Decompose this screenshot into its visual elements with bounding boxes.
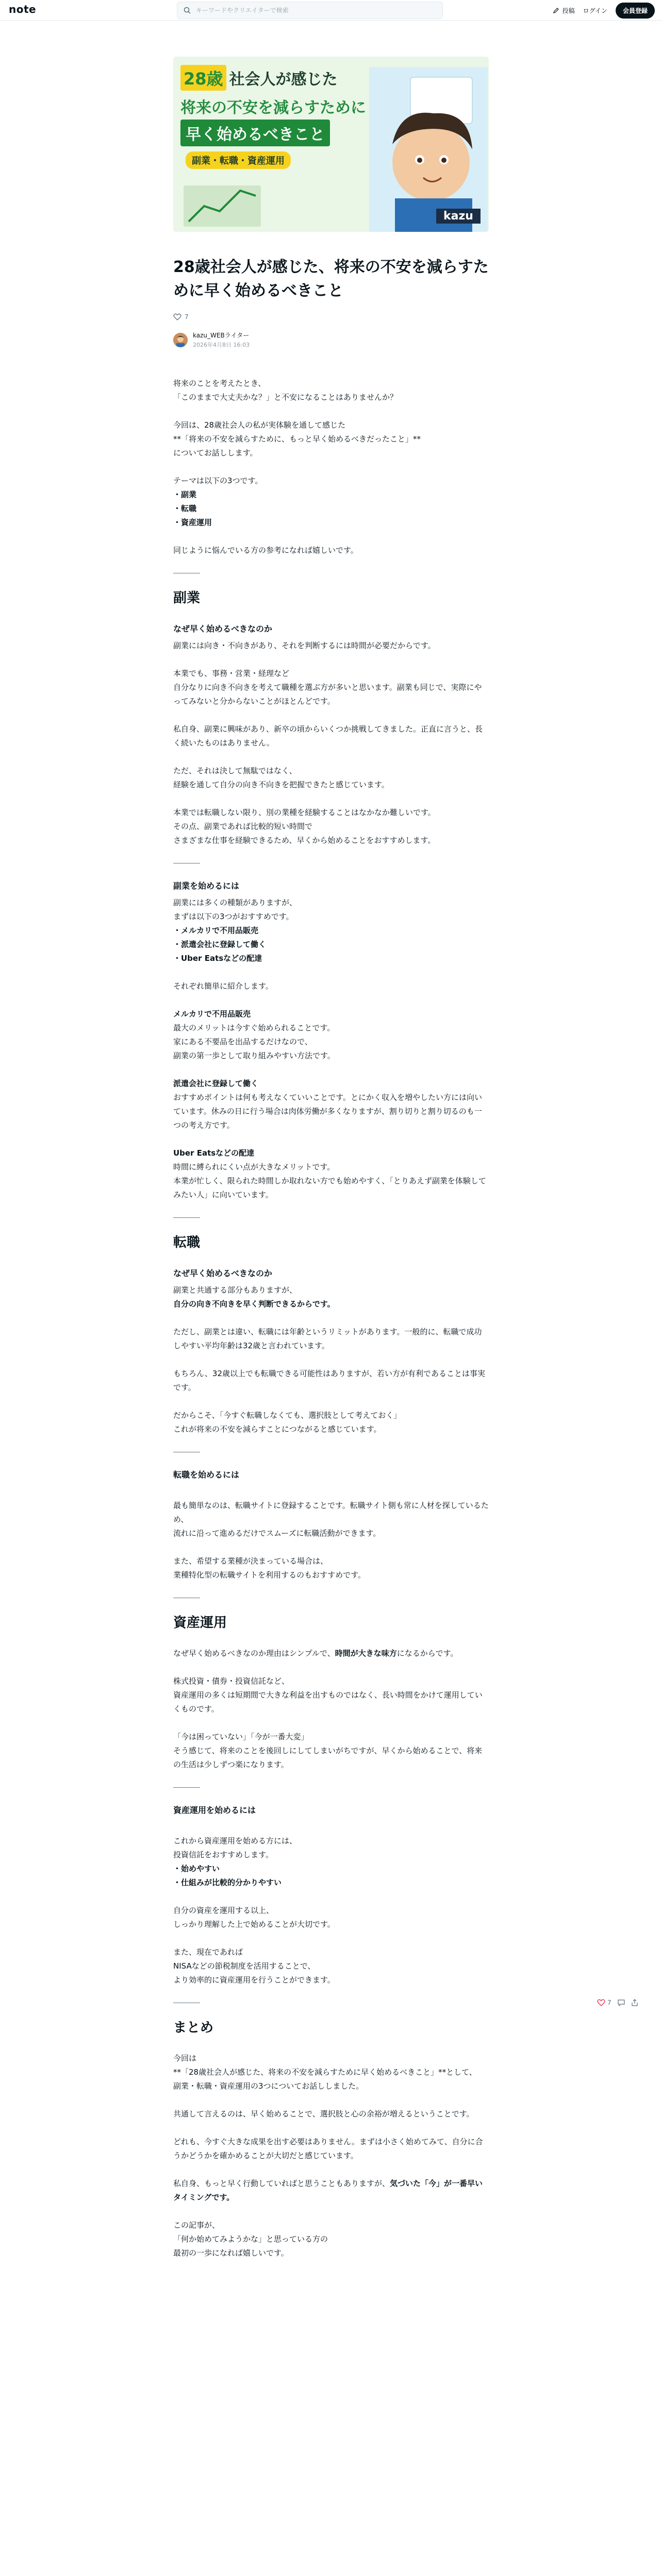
hero-line4: 副業・転職・資産運用: [186, 151, 291, 169]
pen-icon: [553, 7, 559, 14]
post-label: 投稿: [562, 7, 575, 14]
bold-text: 時間が大きな味方: [335, 1649, 397, 1658]
paragraph: 最大のメリットは今すぐ始められることです。: [173, 1023, 335, 1032]
paragraph: **「28歳社会人が感じた、将来の不安を減らすために早く始めるべきこと」**として、: [173, 2067, 477, 2077]
top-bar: [0, 0, 662, 21]
paragraph: 今回は: [173, 2054, 197, 2063]
list-item-text: ・副業: [173, 490, 197, 499]
paragraph: 将来のことを考えたとき、: [173, 379, 266, 388]
paragraph: 家にある不要品を出品するだけなので、: [173, 1037, 312, 1046]
paragraph: 時間に縛られにくい点が大きなメリットです。: [173, 1162, 335, 1172]
paragraph: おすすめポイントは何も考えなくていいことです。とにかく収入を増やしたい方には向いています。休みの日に行う場合は肉体労働が多くなりますが、割り切りと割り切るのも一つの考え方です。: [173, 1093, 482, 1130]
search-icon: [184, 7, 191, 14]
list-item: [173, 488, 489, 502]
like-area-top: [173, 313, 489, 320]
list-item: [173, 952, 489, 965]
paragraph: より効率的に資産運用を行うことができます。: [173, 1975, 335, 1985]
article-body: [173, 377, 489, 2260]
paragraph: 最初の一歩になれば嬉しいです。: [173, 2248, 289, 2258]
paragraph: 本業でも、事務・営業・経理など: [173, 669, 290, 678]
hero-name-tag: kazu: [436, 209, 481, 224]
subsection-heading: 転職を始めるには: [173, 1470, 240, 1480]
paragraph: 経験を通して自分の向き不向きを把握できたと感じています。: [173, 780, 389, 789]
paragraph: 本業では転職しない限り、別の業種を経験することはなかなか難しいです。: [173, 808, 436, 817]
paragraph: その点、副業であれば比較的短い時間で: [173, 822, 313, 831]
search-box[interactable]: [177, 2, 443, 19]
paragraph: 株式投資・債券・投資信託など、: [173, 1676, 290, 1686]
subsection-heading: なぜ早く始めるべきなのか: [173, 624, 273, 634]
paragraph: 私自身、副業に興味があり、新卒の頃からいくつか挑戦してきました。正直に言うと、長く続いたものはありません。: [173, 724, 483, 748]
heart-icon: [597, 1999, 605, 2006]
article-title: 28歳社会人が感じた、将来の不安を減らすために早く始めるべきこと: [173, 258, 489, 300]
paragraph: 今回は、28歳社会人の私が実体験を通して感じた: [173, 420, 346, 430]
paragraph: また、希望する業種が決まっている場合は、: [173, 1556, 328, 1566]
paragraph: 同じように悩んでいる方の参考になれば嬉しいです。: [173, 546, 358, 555]
side-like-button[interactable]: [597, 1999, 611, 2006]
list-item-text: ・仕組みが比較的分かりやすい: [173, 1878, 282, 1887]
paragraph: 「このままで大丈夫かな？」と不安になることはありませんか？: [173, 393, 398, 402]
paragraph: 業種特化型の転職サイトを利用するのもおすすめです。: [173, 1570, 366, 1580]
login-label: ログイン: [583, 7, 607, 14]
paragraph: ただ、それは決して無駄ではなく、: [173, 766, 297, 775]
text-span: なぜ早く始めるべきなのか理由はシンプルで、: [173, 1649, 335, 1658]
divider: [173, 1217, 200, 1218]
paragraph: 資産運用の多くは短期間で大きな利益を出すものではなく、長い時間をかけて運用していくものです。: [173, 1690, 483, 1714]
login-link[interactable]: [583, 6, 607, 15]
section-heading: 副業: [173, 590, 201, 606]
paragraph: 最も簡単なのは、転職サイトに登録することです。転職サイト側も常に人材を探しているため、: [173, 1501, 489, 1524]
paragraph: 投資信託をおすすめします。: [173, 1850, 273, 1859]
text-span: になるからです。: [396, 1649, 458, 1658]
paragraph: この記事が、: [173, 2221, 220, 2230]
paragraph: ただし、副業とは違い、転職には年齢というリミットがあります。一般的に、転職で成功しやすい平均年齢は32歳と言われています。: [173, 1327, 482, 1350]
side-like-count: 7: [607, 1999, 611, 2006]
paragraph: テーマは以下の3つです。: [173, 476, 263, 485]
list-item: [173, 938, 489, 952]
paragraph: 自分なりに向き不向きを考えて職種を選ぶ方が多いと思います。副業も同じで、実際にやってみないと分からないことがほとんどです。: [173, 683, 482, 706]
list-item: [173, 1862, 489, 1876]
paragraph: についてお話しします。: [173, 448, 258, 457]
paragraph: 副業には多くの種類がありますが、: [173, 898, 297, 907]
list-item: [173, 516, 489, 530]
paragraph: そう感じて、将来のことを後回しにしてしまいがちですが、早くから始めることで、将来の生活は少しずつ楽になります。: [173, 1746, 483, 1769]
paragraph: だからこそ、「今すぐ転職しなくても、選択肢として考えておく」: [173, 1411, 402, 1420]
paragraph: 流れに沿って進めるだけでスムーズに転職活動ができます。: [173, 1529, 381, 1538]
paragraph: それぞれ簡単に紹介します。: [173, 981, 273, 991]
like-count-top: 7: [185, 313, 189, 320]
paragraph: 副業には向き・不向きがあり、それを判断するには時間が必要だからです。: [173, 641, 436, 650]
post-button[interactable]: [553, 6, 575, 15]
subsection-heading: なぜ早く始めるべきなのか: [173, 1268, 273, 1278]
hero-line1: [180, 65, 338, 91]
article: [173, 57, 489, 2260]
paragraph: しっかり理解した上で始めることが大切です。: [173, 1920, 335, 1929]
paragraph: 副業と共通する部分もありますが、: [173, 1285, 297, 1295]
paragraph: さまざまな仕事を経験できるため、早くから始めることをおすすめします。: [173, 836, 436, 845]
section-heading: 資産運用: [173, 1615, 227, 1631]
minor-heading: Uber Eatsなどの配達: [173, 1148, 255, 1158]
paragraph: 自分の資産を運用する以上、: [173, 1906, 274, 1915]
author-block[interactable]: [173, 331, 489, 349]
list-item-text: ・始めやすい: [173, 1864, 220, 1873]
note-logo[interactable]: note: [9, 3, 37, 15]
list-item: [173, 1876, 489, 1890]
paragraph: 「今は困っていない」「今が一番大変」: [173, 1732, 309, 1741]
paragraph: これから資産運用を始める方には、: [173, 1836, 297, 1845]
paragraph: まずは以下の3つがおすすめです。: [173, 912, 294, 921]
paragraph: [173, 2177, 489, 2205]
subsection-heading: 資産運用を始めるには: [173, 1805, 256, 1815]
author-name[interactable]: kazu_WEBライター: [193, 332, 250, 339]
text-span: 私自身、もっと早く行動していればと思うこともありますが、: [173, 2179, 390, 2188]
minor-heading: メルカリで不用品販売: [173, 1009, 251, 1019]
divider: [173, 1787, 200, 1788]
paragraph: **「将来の不安を減らすために、もっと早く始めるべきだったこと」**: [173, 434, 421, 444]
paragraph: 共通して言えるのは、早く始めることで、選択肢と心の余裕が増えるということです。: [173, 2109, 474, 2119]
share-icon[interactable]: [631, 1999, 638, 2006]
hero-age-badge: 28歳: [180, 65, 226, 91]
bold-text: 気づいた「今」が一番早いタイミングです。: [173, 2179, 483, 2202]
list-item-text: ・資産運用: [173, 518, 212, 527]
signup-button[interactable]: 会員登録: [616, 3, 655, 19]
eyecatch-image: [173, 57, 489, 232]
side-actions: [597, 1999, 638, 2006]
minor-heading: 派遣会社に登録して働く: [173, 1079, 259, 1088]
paragraph: [173, 1297, 489, 1311]
paragraph: 副業・転職・資産運用の3つについてお話ししました。: [173, 2081, 364, 2091]
list-item-text: ・メルカリで不用品販売: [173, 926, 259, 935]
paragraph: 「何か始めてみようかな」と思っている方の: [173, 2234, 328, 2244]
paragraph: 本業が忙しく、限られた時間しか取れない方でも始めやすく、「とりあえず副業を体験してみたい人」に向いています。: [173, 1176, 486, 1199]
paragraph: 副業の第一歩として取り組みやすい方法です。: [173, 1051, 335, 1060]
hero-line3: 早く始めるべきこと: [180, 120, 330, 146]
paragraph: どれも、今すぐ大きな成果を出す必要はありません。まずは小さく始めてみて、自分に合うかどうかを確かめることが大切だと感じています。: [173, 2137, 483, 2160]
paragraph: また、現在であれば: [173, 1947, 243, 1957]
hero-line1-text: 社会人が感じた: [229, 71, 338, 89]
section-heading: 転職: [173, 1235, 201, 1250]
list-item-text: ・Uber Eatsなどの配達: [173, 954, 262, 963]
paragraph: もちろん、32歳以上でも転職できる可能性はありますが、若い方が有利であることは事実です。: [173, 1369, 485, 1392]
bold-text: 自分の向き不向きを早く判断できるからです。: [173, 1299, 335, 1309]
comment-icon[interactable]: [618, 1999, 625, 2006]
avatar[interactable]: [173, 333, 188, 347]
search-input[interactable]: [196, 7, 433, 14]
list-item-text: ・転職: [173, 504, 197, 513]
list-item: [173, 924, 489, 938]
subsection-heading: 副業を始めるには: [173, 881, 240, 891]
section-heading: まとめ: [173, 2020, 214, 2036]
paragraph: NISAなどの節税制度を活用することで、: [173, 1961, 316, 1971]
paragraph: これが将来の不安を減らすことにつながると感じています。: [173, 1425, 382, 1434]
list-item: [173, 502, 489, 516]
heart-icon[interactable]: [173, 313, 181, 320]
list-item-text: ・派遣会社に登録して働く: [173, 940, 267, 949]
hero-line2: 将来の不安を減らすために: [180, 99, 366, 117]
paragraph: [173, 1647, 489, 1660]
publish-date: 2026年4月8日 16:03: [193, 342, 250, 348]
